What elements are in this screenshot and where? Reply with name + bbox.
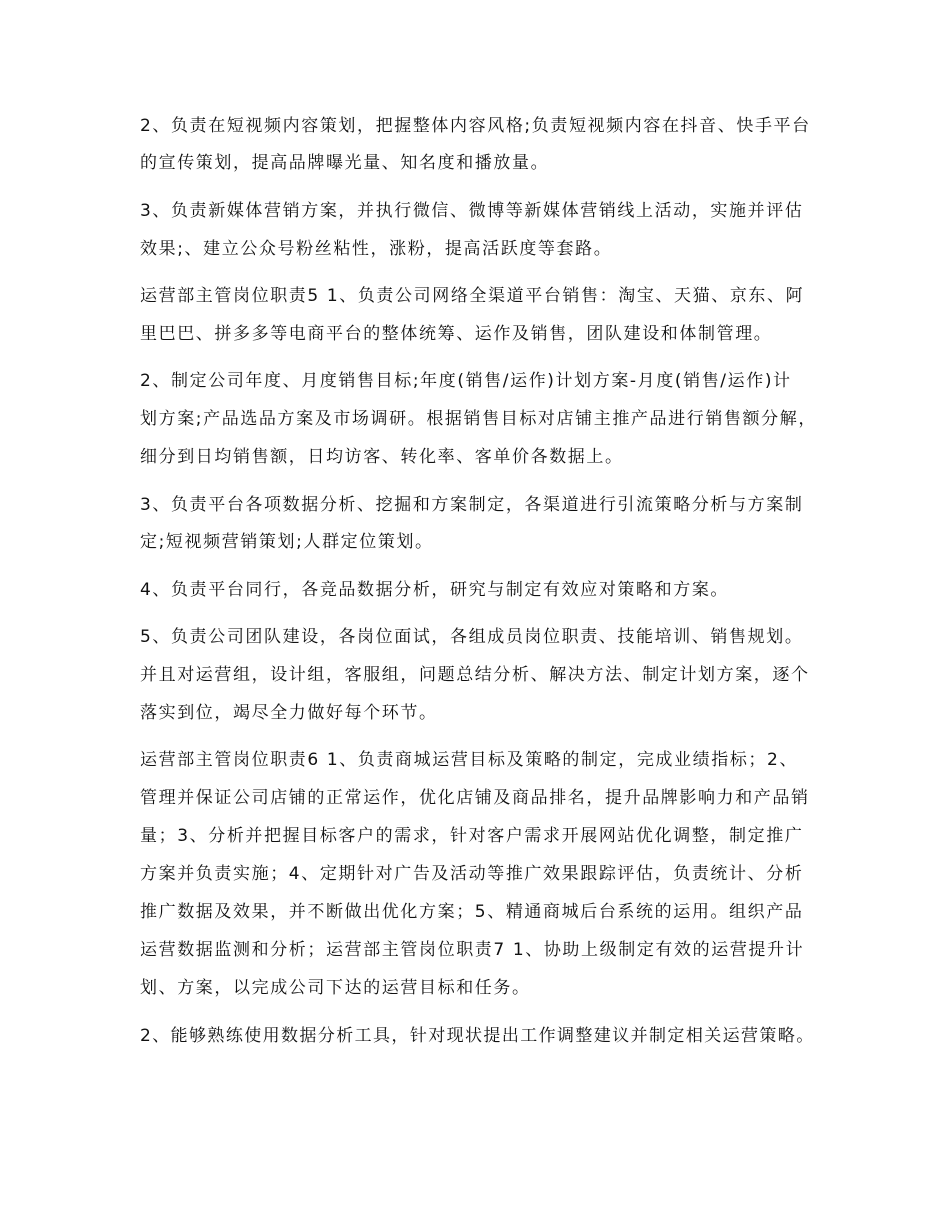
text-line: 4、负责平台同行，各竞品数据分析，研究与制定有效应对策略和方案。	[140, 580, 730, 600]
text-line: 方案并负责实施；4、定期针对广告及活动等推广效果跟踪评估，负责统计、分析	[140, 864, 804, 884]
text-line: 3、负责平台各项数据分析、挖掘和方案制定，各渠道进行引流策略分析与方案制	[140, 495, 804, 515]
text-line: 5、负责公司团队建设，各岗位面试，各组成员岗位职责、技能培训、销售规划。	[140, 627, 804, 647]
text-line: 的宣传策划，提高品牌曝光量、知名度和播放量。	[140, 153, 550, 173]
text-line: 划方案;产品选品方案及市场调研。根据销售目标对店铺主推产品进行销售额分解，	[140, 409, 817, 429]
text-line: 量；3、分析并把握目标客户的需求，针对客户需求开展网站优化调整，制定推广	[140, 826, 804, 846]
text-line: 运营数据监测和分析；运营部主管岗位职责7 1、协助上级制定有效的运营提升计	[140, 940, 805, 960]
text-line: 3、负责新媒体营销方案，并执行微信、微博等新媒体营销线上活动，实施并评估	[140, 201, 804, 221]
text-line: 运营部主管岗位职责6 1、负责商城运营目标及策略的制定，完成业绩指标；2、	[140, 750, 799, 770]
text-line: 推广数据及效果，并不断做出优化方案；5、精通商城后台系统的运用。组织产品	[140, 902, 804, 922]
text-line: 2、能够熟练使用数据分析工具，针对现状提出工作调整建议并制定相关运营策略。	[140, 1026, 815, 1046]
text-line: 运营部主管岗位职责5 1、负责公司网络全渠道平台销售：淘宝、天猫、京东、阿	[140, 286, 805, 306]
text-line: 2、制定公司年度、月度销售目标;年度(销售/运作)计划方案-月度(销售/运作)计	[140, 371, 792, 391]
text-line: 细分到日均销售额，日均访客、转化率、客单价各数据上。	[140, 447, 624, 467]
text-line: 并且对运营组，设计组，客服组，问题总结分析、解决方法、制定计划方案，逐个	[140, 665, 810, 685]
text-line: 划、方案，以完成公司下达的运营目标和任务。	[140, 978, 531, 998]
text-line: 效果;、建立公众号粉丝粘性，涨粉，提高活跃度等套路。	[140, 239, 613, 259]
text-line: 2、负责在短视频内容策划，把握整体内容风格;负责短视频内容在抖音、快手平台	[140, 116, 811, 136]
text-line: 落实到位，竭尽全力做好每个环节。	[140, 703, 438, 723]
text-line: 定;短视频营销策划;人群定位策划。	[140, 532, 434, 552]
text-line: 管理并保证公司店铺的正常运作，优化店铺及商品排名，提升品牌影响力和产品销	[140, 788, 810, 808]
text-line: 里巴巴、拼多多等电商平台的整体统筹、运作及销售，团队建设和体制管理。	[140, 324, 773, 344]
